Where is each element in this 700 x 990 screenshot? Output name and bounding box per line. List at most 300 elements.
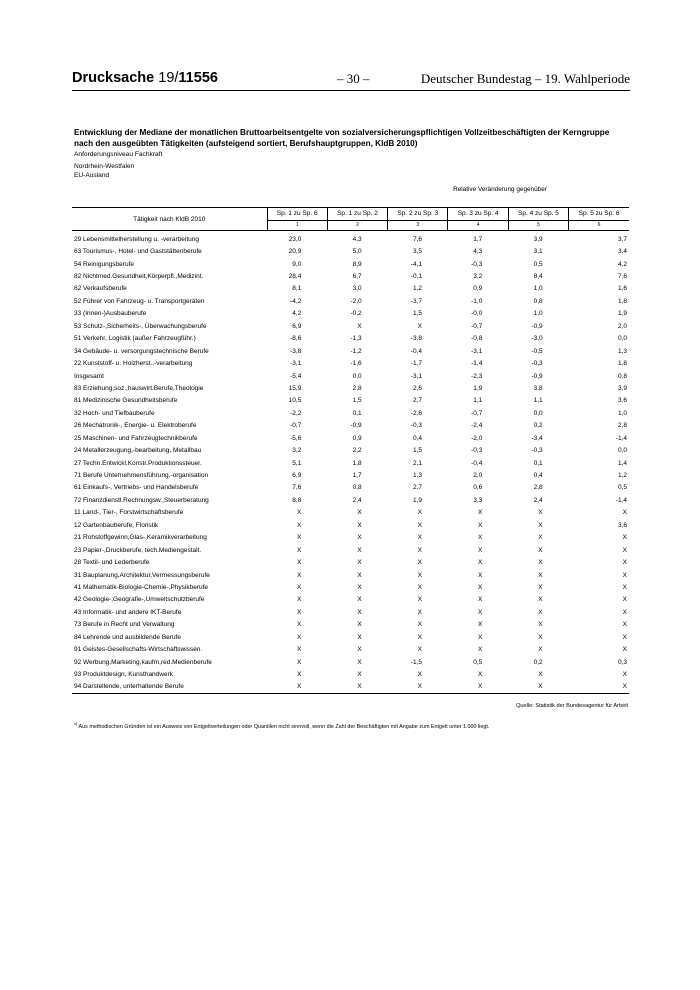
cell-value: 3,5 xyxy=(412,248,422,256)
cell-value: X xyxy=(477,509,483,517)
cell-value: X xyxy=(417,571,422,579)
cell-value: X xyxy=(622,633,627,641)
cell-value: 7,6 xyxy=(412,235,422,243)
row-label: 25 Maschinen- und Fahrzeugtechnikberufe xyxy=(74,434,198,442)
cell-value: X xyxy=(417,534,422,542)
task-column-header: Tätigkeit nach KldB 2010 xyxy=(72,208,267,231)
cell-value: 1,8 xyxy=(352,459,362,467)
cell-value: -4,2 xyxy=(290,297,302,305)
table-row xyxy=(72,432,629,444)
header-rule xyxy=(72,90,630,91)
cell-value: X xyxy=(622,596,627,604)
cell-value: X xyxy=(477,571,483,579)
cell-value: -0,7 xyxy=(471,322,483,330)
cell-value: -3,1 xyxy=(410,372,422,380)
cell-value: 0,0 xyxy=(352,372,362,380)
cell-value: 6,9 xyxy=(292,472,302,480)
cell-value: -0,7 xyxy=(290,422,302,430)
table-row xyxy=(72,295,629,307)
cell-value: X xyxy=(357,559,362,567)
cell-value: 1,1 xyxy=(473,397,483,405)
cell-value: X xyxy=(357,608,362,616)
cell-value: X xyxy=(357,521,362,529)
cell-value: X xyxy=(296,646,302,654)
cell-value: 1,2 xyxy=(617,472,627,480)
row-label: 93 Produktdesign, Kunsthandwerk xyxy=(74,671,174,679)
row-label: Insgesamt xyxy=(74,372,104,380)
cell-value: 0,9 xyxy=(473,285,483,293)
cell-value: 2,2 xyxy=(352,447,362,455)
cell-value: -8,6 xyxy=(290,335,302,343)
cell-value: -0,3 xyxy=(471,447,483,455)
cell-value: 1,3 xyxy=(617,347,627,355)
cell-value: X xyxy=(296,583,302,591)
column-header: Sp. 1 zu Sp. 2 xyxy=(327,208,387,221)
cell-value: 0,9 xyxy=(352,434,362,442)
table-row xyxy=(72,283,629,295)
cell-value: X xyxy=(622,583,627,591)
column-number: 4 xyxy=(448,220,508,230)
cell-value: X xyxy=(296,621,302,629)
cell-value: X xyxy=(357,534,362,542)
cell-value: -2,0 xyxy=(471,434,483,442)
cell-value: X xyxy=(357,322,362,330)
cell-value: 1,1 xyxy=(533,397,543,405)
table-row xyxy=(72,444,629,456)
cell-value: 2,8 xyxy=(352,384,362,392)
cell-value: 3,6 xyxy=(617,521,627,529)
cell-value: X xyxy=(417,596,422,604)
row-label: 62 Verkaufsberufe xyxy=(74,285,127,293)
cell-value: 2,4 xyxy=(352,496,362,504)
row-label: 94 Darstellende, unterhaltende Berufe xyxy=(72,681,267,694)
column-header: Sp. 2 zu Sp. 3 xyxy=(388,208,448,221)
cell-value: -0,4 xyxy=(471,459,483,467)
cell-value: 2,4 xyxy=(533,496,543,504)
cell-value: X xyxy=(417,671,422,679)
table-row xyxy=(72,270,629,282)
row-label: 27 Techn.Entwickl.Konstr.Produktionssteuer. xyxy=(74,459,202,467)
cell-value: X xyxy=(417,633,422,641)
table-row xyxy=(72,357,629,369)
cell-value: 1,6 xyxy=(617,285,627,293)
cell-value: X xyxy=(477,596,483,604)
cell-value: 3,9 xyxy=(617,384,627,392)
footnote-marker: x) xyxy=(74,721,78,726)
row-label: 26 Mechatronik-, Energie- u. Elektroberufe xyxy=(74,422,197,430)
cell-value: X xyxy=(357,546,362,554)
row-label: 63 Tourismus-, Hotel- und Gaststättenberufe xyxy=(74,248,202,256)
table-row xyxy=(72,507,629,519)
cell-value: -1,4 xyxy=(615,434,627,442)
cell-value: 3,1 xyxy=(533,248,543,256)
cell-value: -1,4 xyxy=(615,496,627,504)
cell-value: 7,6 xyxy=(292,484,302,492)
cell-value: X xyxy=(538,633,543,641)
column-number: 6 xyxy=(569,220,629,230)
cell-value: 1,0 xyxy=(533,285,543,293)
cell-value: X xyxy=(296,509,302,517)
row-label: 41 Mathematik-Biologie-Chemie-,Physikberufe xyxy=(74,583,209,591)
cell-value: -3,8 xyxy=(410,335,422,343)
cell-value: X xyxy=(327,681,387,694)
row-label: 29 Lebensmittelherstellung u. -verarbeitung xyxy=(74,235,200,243)
cell-value: X xyxy=(622,646,627,654)
row-label: 52 Führer von Fahrzeug- u. Transportgeräten xyxy=(74,297,205,305)
cell-value: X xyxy=(477,546,483,554)
row-label: 51 Verkehr, Logistik (außer Fahrzeugführ.) xyxy=(74,335,196,343)
cell-value: 3,0 xyxy=(352,285,362,293)
cell-value: X xyxy=(417,322,422,330)
cell-value: -0,4 xyxy=(410,347,422,355)
table-row xyxy=(72,308,629,320)
row-label: 61 Einkaufs-, Vertriebs- und Handelsberufe xyxy=(74,484,199,492)
cell-value: -1,2 xyxy=(350,347,362,355)
cell-value: 1,9 xyxy=(473,384,483,392)
cell-value: 1,5 xyxy=(352,397,362,405)
cell-value: X xyxy=(388,681,448,694)
table-row xyxy=(72,681,629,694)
cell-value: X xyxy=(622,559,627,567)
column-number: 1 xyxy=(267,220,327,230)
row-label: 82 Nichtmed.Gesundheit,Körperpfl.,Medizint. xyxy=(74,273,204,281)
cell-value: X xyxy=(477,646,483,654)
cell-value: 10,5 xyxy=(288,397,302,405)
cell-value: X xyxy=(448,681,508,694)
cell-value: X xyxy=(357,671,362,679)
cell-value: X xyxy=(357,646,362,654)
cell-value: 3,3 xyxy=(473,496,483,504)
cell-value: X xyxy=(477,534,483,542)
cell-value: -4,1 xyxy=(410,260,422,268)
column-number: 3 xyxy=(388,220,448,230)
cell-value: X xyxy=(622,546,627,554)
cell-value: 0,1 xyxy=(533,459,543,467)
table-row xyxy=(72,320,629,332)
cell-value: 1,3 xyxy=(412,472,422,480)
cell-value: -2,4 xyxy=(471,422,483,430)
row-label: 73 Berufe in Recht und Verwaltung xyxy=(74,621,175,629)
cell-value: 1,5 xyxy=(412,447,422,455)
cell-value: 4,3 xyxy=(473,248,483,256)
cell-value: X xyxy=(508,681,568,694)
cell-value: -2,0 xyxy=(350,297,362,305)
table-row xyxy=(72,668,629,680)
cell-value: 1,9 xyxy=(412,496,422,504)
cell-value: 20,9 xyxy=(288,248,302,256)
cell-value: 2,7 xyxy=(412,397,422,405)
cell-value: 3,2 xyxy=(473,273,483,281)
cell-value: X xyxy=(622,571,627,579)
cell-value: X xyxy=(417,608,422,616)
cell-value: -2,3 xyxy=(471,372,483,380)
cell-value: X xyxy=(477,671,483,679)
cell-value: 1,2 xyxy=(412,285,422,293)
cell-value: 1,8 xyxy=(617,297,627,305)
cell-value: X xyxy=(357,633,362,641)
table-row xyxy=(72,544,629,556)
cell-value: 4,2 xyxy=(617,260,627,268)
cell-value: 2,8 xyxy=(617,422,627,430)
cell-value: -0,3 xyxy=(531,447,543,455)
table-row xyxy=(72,469,629,481)
cell-value: X xyxy=(296,571,302,579)
cell-value: X xyxy=(538,671,543,679)
parliament-label: Deutscher Bundestag – 19. Wahlperiode xyxy=(420,71,630,86)
cell-value: 1,0 xyxy=(617,409,627,417)
cell-value: 1,7 xyxy=(473,235,483,243)
cell-value: X xyxy=(357,583,362,591)
page-header xyxy=(72,70,630,90)
cell-value: -3,8 xyxy=(290,347,302,355)
row-label: 23 Papier-,Druckberufe, tech.Mediengestalt. xyxy=(74,546,202,554)
cell-value: 0,1 xyxy=(352,409,362,417)
table-row xyxy=(72,631,629,643)
table-row xyxy=(72,420,629,432)
row-label: 33 (Innen-)Ausbauberufe xyxy=(74,310,147,318)
table-row xyxy=(72,482,629,494)
cell-value: -0,3 xyxy=(410,422,422,430)
cell-value: 8,4 xyxy=(533,273,543,281)
table-row xyxy=(72,231,629,246)
cell-value: X xyxy=(296,608,302,616)
header-row xyxy=(72,208,629,221)
cell-value: -1,4 xyxy=(471,360,483,368)
cell-value: X xyxy=(417,559,422,567)
row-label: 34 Gebäude- u. versorgungstechnische Berufe xyxy=(74,347,209,355)
table-row xyxy=(72,457,629,469)
cell-value: 3,4 xyxy=(617,248,627,256)
cell-value: 0,2 xyxy=(533,422,543,430)
footnote-text: Aus methodischen Gründen ist ein Ausweis von Entgeltverteilungen oder Quantilen nicht sinnvoll, wenn die Zahl der Beschäftigten mit Angabe zum Entgelt unter 1.000 liegt. xyxy=(77,723,490,730)
cell-value: X xyxy=(538,546,543,554)
row-label: 54 Reinigungsberufe xyxy=(74,260,134,268)
cell-value: -2,2 xyxy=(290,409,302,417)
cell-value: 5,1 xyxy=(292,459,302,467)
cell-value: X xyxy=(417,546,422,554)
cell-value: X xyxy=(417,521,422,529)
cell-value: X xyxy=(477,521,483,529)
cell-value: X xyxy=(296,546,302,554)
cell-value: X xyxy=(357,596,362,604)
cell-value: X xyxy=(569,681,629,694)
cell-value: -3,0 xyxy=(531,335,543,343)
footnote xyxy=(74,721,489,730)
cell-value: 3,9 xyxy=(533,235,543,243)
table-row xyxy=(72,619,629,631)
cell-value: X xyxy=(296,671,302,679)
row-label: 81 Medizinische Gesundheitsberufe xyxy=(74,397,178,405)
cell-value: -0,2 xyxy=(350,310,362,318)
cell-value: X xyxy=(477,583,483,591)
cell-value: 1,0 xyxy=(533,310,543,318)
cell-value: X xyxy=(417,621,422,629)
column-header: Sp. 4 zu Sp. 5 xyxy=(508,208,568,221)
cell-value: X xyxy=(477,633,483,641)
cell-value: 2,0 xyxy=(473,472,483,480)
relative-change-label-wrap xyxy=(0,186,700,193)
table-row xyxy=(72,395,629,407)
cell-value: X xyxy=(296,559,302,567)
cell-value: X xyxy=(538,509,543,517)
row-label: 21 Rohstoffgewinn,Glas-,Keramikverarbeitung xyxy=(74,534,207,542)
row-label: 83 Erziehung,soz.,hauswirt.Berufe,Theologie xyxy=(74,384,204,392)
cell-value: 8,8 xyxy=(292,496,302,504)
cell-value: X xyxy=(296,534,302,542)
cell-value: 3,7 xyxy=(617,235,627,243)
cell-value: X xyxy=(296,521,302,529)
cell-value: X xyxy=(357,571,362,579)
cell-value: 0,5 xyxy=(617,484,627,492)
table-row xyxy=(72,656,629,668)
cell-value: 5,0 xyxy=(352,248,362,256)
table-row xyxy=(72,245,629,257)
column-number: 5 xyxy=(508,220,568,230)
cell-value: 23,0 xyxy=(288,235,302,243)
table-row xyxy=(72,532,629,544)
data-table xyxy=(72,207,629,694)
cell-value: -1,0 xyxy=(471,297,483,305)
row-label: 31 Bauplanung,Architektur,Vermessungsberufe xyxy=(74,571,210,579)
cell-value: 28,4 xyxy=(288,273,302,281)
cell-value: 1,9 xyxy=(617,310,627,318)
cell-value: -3,4 xyxy=(531,434,543,442)
cell-value: 0,4 xyxy=(533,472,543,480)
document-label: Drucksache xyxy=(72,70,155,86)
cell-value: 2,6 xyxy=(412,384,422,392)
cell-value: 15,9 xyxy=(288,384,302,392)
cell-value: 0,5 xyxy=(533,260,543,268)
cell-value: X xyxy=(417,646,422,654)
table-row xyxy=(72,594,629,606)
cell-value: 3,2 xyxy=(292,447,302,455)
cell-value: X xyxy=(538,596,543,604)
cell-value: 1,7 xyxy=(352,472,362,480)
table-row xyxy=(72,370,629,382)
cell-value: 3,8 xyxy=(533,384,543,392)
source-note: Quelle: Statistik der Bundesagentur für Arbeit xyxy=(516,703,628,709)
cell-value: 3,6 xyxy=(617,397,627,405)
cell-value: -1,5 xyxy=(410,658,422,666)
cell-value: -1,7 xyxy=(410,360,422,368)
row-label: 72 Finanzdienstl.Rechnungsw.,Steuerberatung xyxy=(74,496,209,504)
row-label: 91 Geistes-Gesellschafts-Wirtschaftswissen. xyxy=(74,646,203,654)
cell-value: X xyxy=(357,509,362,517)
cell-value: 8,9 xyxy=(352,260,362,268)
cell-value: X xyxy=(477,559,483,567)
cell-value: X xyxy=(357,658,362,666)
row-label: 28 Textil- und Lederberufe xyxy=(74,559,150,567)
cell-value: 4,2 xyxy=(292,310,302,318)
cell-value: X xyxy=(477,608,483,616)
cell-value: X xyxy=(417,509,422,517)
cell-value: 0,0 xyxy=(533,409,543,417)
cell-value: -3,7 xyxy=(410,297,422,305)
cell-value: X xyxy=(622,534,627,542)
cell-value: -0,0 xyxy=(471,310,483,318)
cell-value: 1,4 xyxy=(617,459,627,467)
table-row xyxy=(72,519,629,531)
cell-value: X xyxy=(267,681,327,694)
cell-value: -0,9 xyxy=(531,372,543,380)
cell-value: 0,8 xyxy=(533,297,543,305)
cell-value: -3,1 xyxy=(471,347,483,355)
column-number: 2 xyxy=(327,220,387,230)
cell-value: 2,7 xyxy=(412,484,422,492)
cell-value: 0,4 xyxy=(412,434,422,442)
cell-value: 0,8 xyxy=(352,484,362,492)
cell-value: X xyxy=(538,621,543,629)
cell-value: -0,7 xyxy=(471,409,483,417)
table-row xyxy=(72,643,629,655)
cell-value: -1,6 xyxy=(350,360,362,368)
cell-value: X xyxy=(538,521,543,529)
cell-value: 2,1 xyxy=(412,459,422,467)
cell-value: 2,0 xyxy=(617,322,627,330)
cell-value: -0,1 xyxy=(410,273,422,281)
cell-value: X xyxy=(622,608,627,616)
cell-value: -5,4 xyxy=(290,372,302,380)
subtitle-region: Nordrhein-Westfalen xyxy=(74,163,135,170)
cell-value: 1,5 xyxy=(412,310,422,318)
relative-change-label: Relative Veränderung gegenüber xyxy=(453,186,547,193)
cell-value: 0,0 xyxy=(617,447,627,455)
row-label: 32 Hoch- und Tiefbauberufe xyxy=(74,409,155,417)
table-body xyxy=(72,231,629,694)
document-number-bold: 11556 xyxy=(178,70,218,86)
cell-value: X xyxy=(296,596,302,604)
table-row xyxy=(72,382,629,394)
cell-value: -1,3 xyxy=(350,335,362,343)
table-row xyxy=(72,606,629,618)
row-label: 71 Berufe Unternehmensführung,-organisation xyxy=(74,472,209,480)
cell-value: 6,7 xyxy=(352,273,362,281)
column-header: Sp. 5 zu Sp. 6 xyxy=(569,208,629,221)
cell-value: X xyxy=(622,671,627,679)
table-row xyxy=(72,581,629,593)
row-label: 11 Land-, Tier-, Forstwirtschaftsberufe xyxy=(74,509,184,517)
cell-value: X xyxy=(538,559,543,567)
table-row xyxy=(72,556,629,568)
cell-value: X xyxy=(538,646,543,654)
row-label: 42 Geologie-,Geografie-,Umweltschutzberufe xyxy=(74,596,205,604)
cell-value: 9,0 xyxy=(292,260,302,268)
cell-value: X xyxy=(538,571,543,579)
row-label: 53 Schutz-,Sicherheits-, Überwachungsberufe xyxy=(74,322,207,330)
cell-value: -0,3 xyxy=(471,260,483,268)
cell-value: X xyxy=(538,583,543,591)
cell-value: 4,3 xyxy=(352,235,362,243)
cell-value: -0,5 xyxy=(531,347,543,355)
table-row xyxy=(72,258,629,270)
cell-value: -3,1 xyxy=(290,360,302,368)
row-label: 22 Kunststoff- u. Holzherst.,-verarbeitung xyxy=(74,360,193,368)
column-header: Sp. 1 zu Sp. 6 xyxy=(267,208,327,221)
cell-value: X xyxy=(417,583,422,591)
document-number xyxy=(72,70,218,86)
cell-value: X xyxy=(622,621,627,629)
cell-value: 0,6 xyxy=(473,484,483,492)
table-row xyxy=(72,569,629,581)
cell-value: X xyxy=(296,633,302,641)
cell-value: 0,2 xyxy=(533,658,543,666)
cell-value: 0,5 xyxy=(473,658,483,666)
cell-value: -0,9 xyxy=(350,422,362,430)
cell-value: 0,3 xyxy=(617,658,627,666)
table-row xyxy=(72,494,629,506)
column-header: Sp. 3 zu Sp. 4 xyxy=(448,208,508,221)
cell-value: 1,8 xyxy=(617,360,627,368)
